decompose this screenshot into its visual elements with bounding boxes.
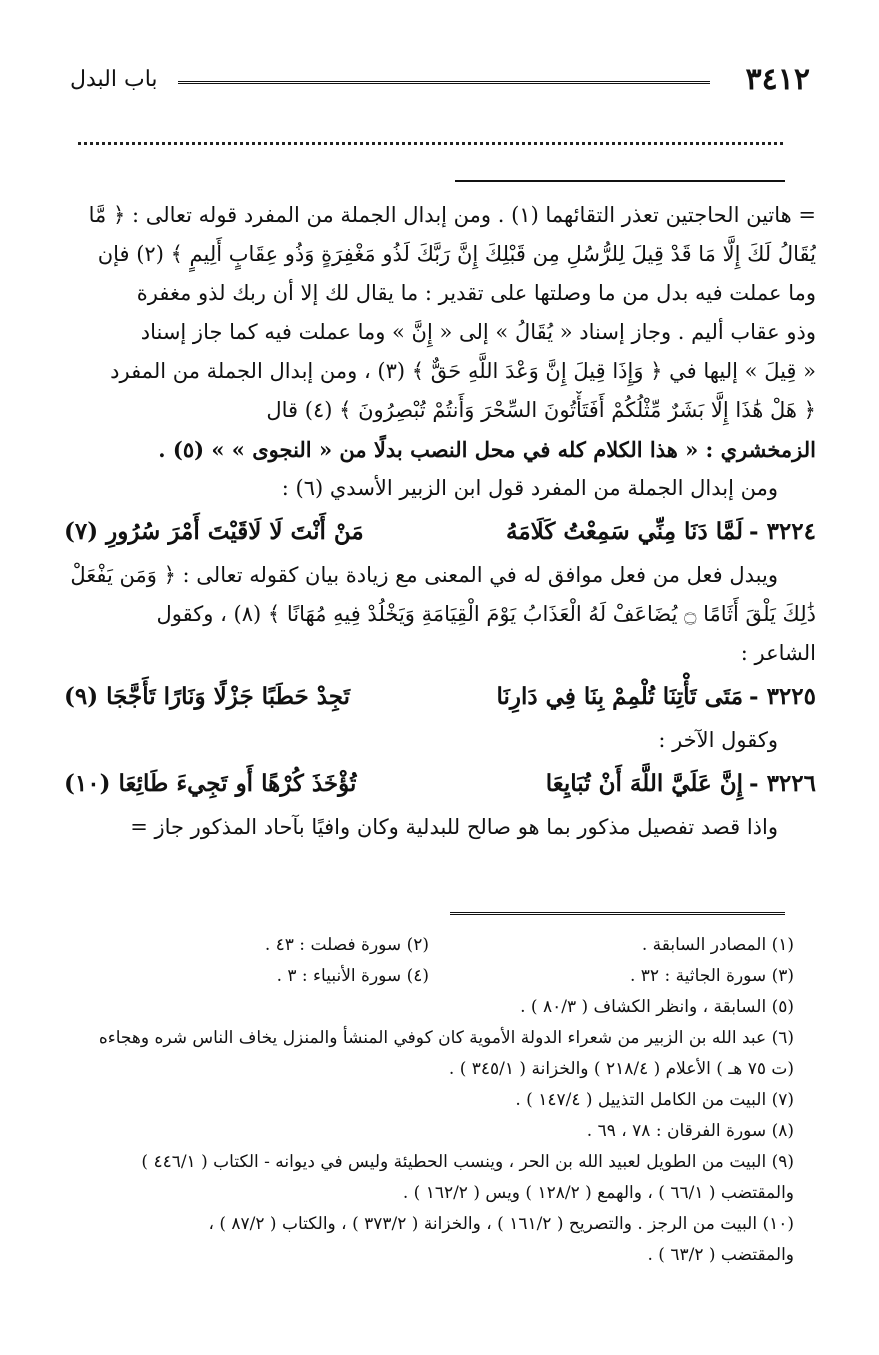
short-separator — [455, 180, 785, 182]
verse-first-hemistich: مَتَى تَأْتِنَا تُلْمِمْ بِنَا فِي دَارِنَا — [496, 683, 744, 710]
verse-second-hemistich: تَجِدْ حَطَبًا جَزْلًا وَنَارًا تَأَجَّجَا (٩) — [64, 683, 351, 710]
chapter-title: باب البدل — [70, 67, 158, 92]
verse-number: ٣٢٢٥ - — [749, 683, 816, 710]
footnote-3: (٣) سورة الجاثية : ٣٢ . — [629, 966, 794, 986]
text-line: « قِيلَ » إليها في ﴿ وَإِذَا قِيلَ إِنَّ وَعْدَ اللَّهِ حَقٌّ ﴾ (٣) ، ومن إبدال الجملة من المفرد — [110, 359, 816, 383]
footnote-6: (٦) عبد الله بن الزبير من شعراء الدولة الأموية كان كوفي المنشأ والمنزل يخاف الناس شره وهجاءه — [98, 1028, 794, 1048]
text-line: ويبدل فعل من فعل موافق له في المعنى مع زيادة بيان كقوله تعالى : ﴿ وَمَن يَفْعَلْ — [70, 563, 778, 587]
text-line: ذَٰلِكَ يَلْقَ أَثَامًا ۝ يُضَاعَفْ لَهُ الْعَذَابُ يَوْمَ الْقِيَامَةِ وَيَخْلُدْ فِيهِ مُهَانًا ﴾ (٨) ، وكقول — [156, 602, 816, 626]
footnote-separator — [450, 912, 785, 915]
text-line: الشاعر : — [740, 641, 816, 665]
footnotes — [64, 930, 794, 1271]
verse-number: ٣٢٢٤ - — [749, 518, 816, 545]
text-line: وما عملت فيه بدل من ما وصلتها على تقدير : ما يقال لك إلا أن ربك لذو مغفرة — [136, 281, 816, 305]
paragraph-4: وكقول الآخر : — [658, 728, 778, 752]
paragraph-2: ومن إبدال الجملة من المفرد قول ابن الزبير الأسدي (٦) : — [281, 476, 778, 500]
verse-3226 — [64, 760, 816, 808]
text-line: يُقَالُ لَكَ إِلَّا مَا قَدْ قِيلَ لِلرُّسُلِ مِن قَبْلِكَ إِنَّ رَبَّكَ لَذُو مَغْفِرَةٍ وَذُو عِقَابٍ أَلِيمٍ ﴾ (٢) فإن — [97, 242, 816, 266]
footnote-6-cont: (ت ٧٥ هـ ) الأعلام ( ٢١٨/٤ ) والخزانة ( ٣٤٥/١ ) . — [448, 1059, 794, 1079]
verse-3225 — [64, 673, 816, 721]
verse-second-hemistich: تُؤْخَذَ كُرْهًا أَو تَجِيءَ طَائِعَا (١٠) — [64, 770, 357, 797]
text-line: ﴿ هَلْ هَٰذَا إِلَّا بَشَرٌ مِّثْلُكُمْ أَفَتَأْتُونَ السِّحْرَ وَأَنتُمْ تُبْصِرُونَ ﴾ (٤) قال — [266, 398, 816, 422]
text-line: = هاتين الحاجتين تعذر التقائهما (١) . ومن إبدال الجملة من المفرد قوله تعالى : ﴿ مَّا — [88, 203, 816, 227]
footnote-10-cont: والمقتضب ( ٦٣/٢ ) . — [647, 1245, 794, 1265]
page-header — [70, 60, 810, 100]
header-rule — [178, 81, 710, 84]
footnote-9-cont: والمقتضب ( ٦٦/١ ) ، والهمع ( ١٢٨/٢ ) ويس ( ١٦٢/٢ ) . — [402, 1183, 794, 1203]
dotted-separator — [78, 142, 783, 145]
text-line: الزمخشري : « هذا الكلام كله في محل النصب بدلًا من « النجوى » » (٥) . — [158, 437, 816, 462]
paragraph-3 — [64, 556, 816, 673]
main-text — [64, 196, 816, 847]
footnote-4: (٤) سورة الأنبياء : ٣ . — [276, 966, 429, 986]
text-line: وذو عقاب أليم . وجاز إسناد « يُقَالُ » إلى « إِنَّ » وما عملت فيه كما جاز إسناد — [140, 320, 816, 344]
footnote-9: (٩) البيت من الطويل لعبيد الله بن الحر ، وينسب الحطيئة وليس في ديوانه - الكتاب ( ٤٤٦/١ ) — [141, 1152, 794, 1172]
footnote-1: (١) المصادر السابقة . — [641, 935, 794, 955]
verse-3224 — [64, 508, 816, 556]
footnote-7: (٧) البيت من الكامل التذييل ( ١٤٧/٤ ) . — [515, 1090, 794, 1110]
verse-first-hemistich: إِنَّ عَلَيَّ اللَّهَ أَنْ تُبَايِعَا — [545, 770, 744, 797]
verse-second-hemistich: مَنْ أَنْتَ لَا لَاقَيْتَ أَمْرَ سُرُورِ (٧) — [64, 518, 364, 545]
footnote-10: (١٠) البيت من الرجز . والتصريح ( ١٦١/٢ ) ، والخزانة ( ٣٧٣/٢ ) ، والكتاب ( ٨٧/٢ ) ، — [208, 1214, 794, 1234]
page-number: ٣٤١٢ — [745, 62, 810, 97]
footnote-5: (٥) السابقة ، وانظر الكشاف ( ٨٠/٣ ) . — [520, 997, 794, 1017]
verse-first-hemistich: لَمَّا دَنَا مِنِّي سَمِعْتُ كَلَامَهُ — [506, 518, 744, 545]
verse-number: ٣٢٢٦ - — [749, 770, 816, 797]
footnote-8: (٨) سورة الفرقان : ٧٨ ، ٦٩ . — [586, 1121, 794, 1141]
paragraph-1 — [64, 196, 816, 469]
last-line: واذا قصد تفصيل مذكور بما هو صالح للبدلية وكان وافيًا بآحاد المذكور جاز = — [130, 815, 778, 839]
footnote-2: (٢) سورة فصلت : ٤٣ . — [264, 935, 429, 955]
